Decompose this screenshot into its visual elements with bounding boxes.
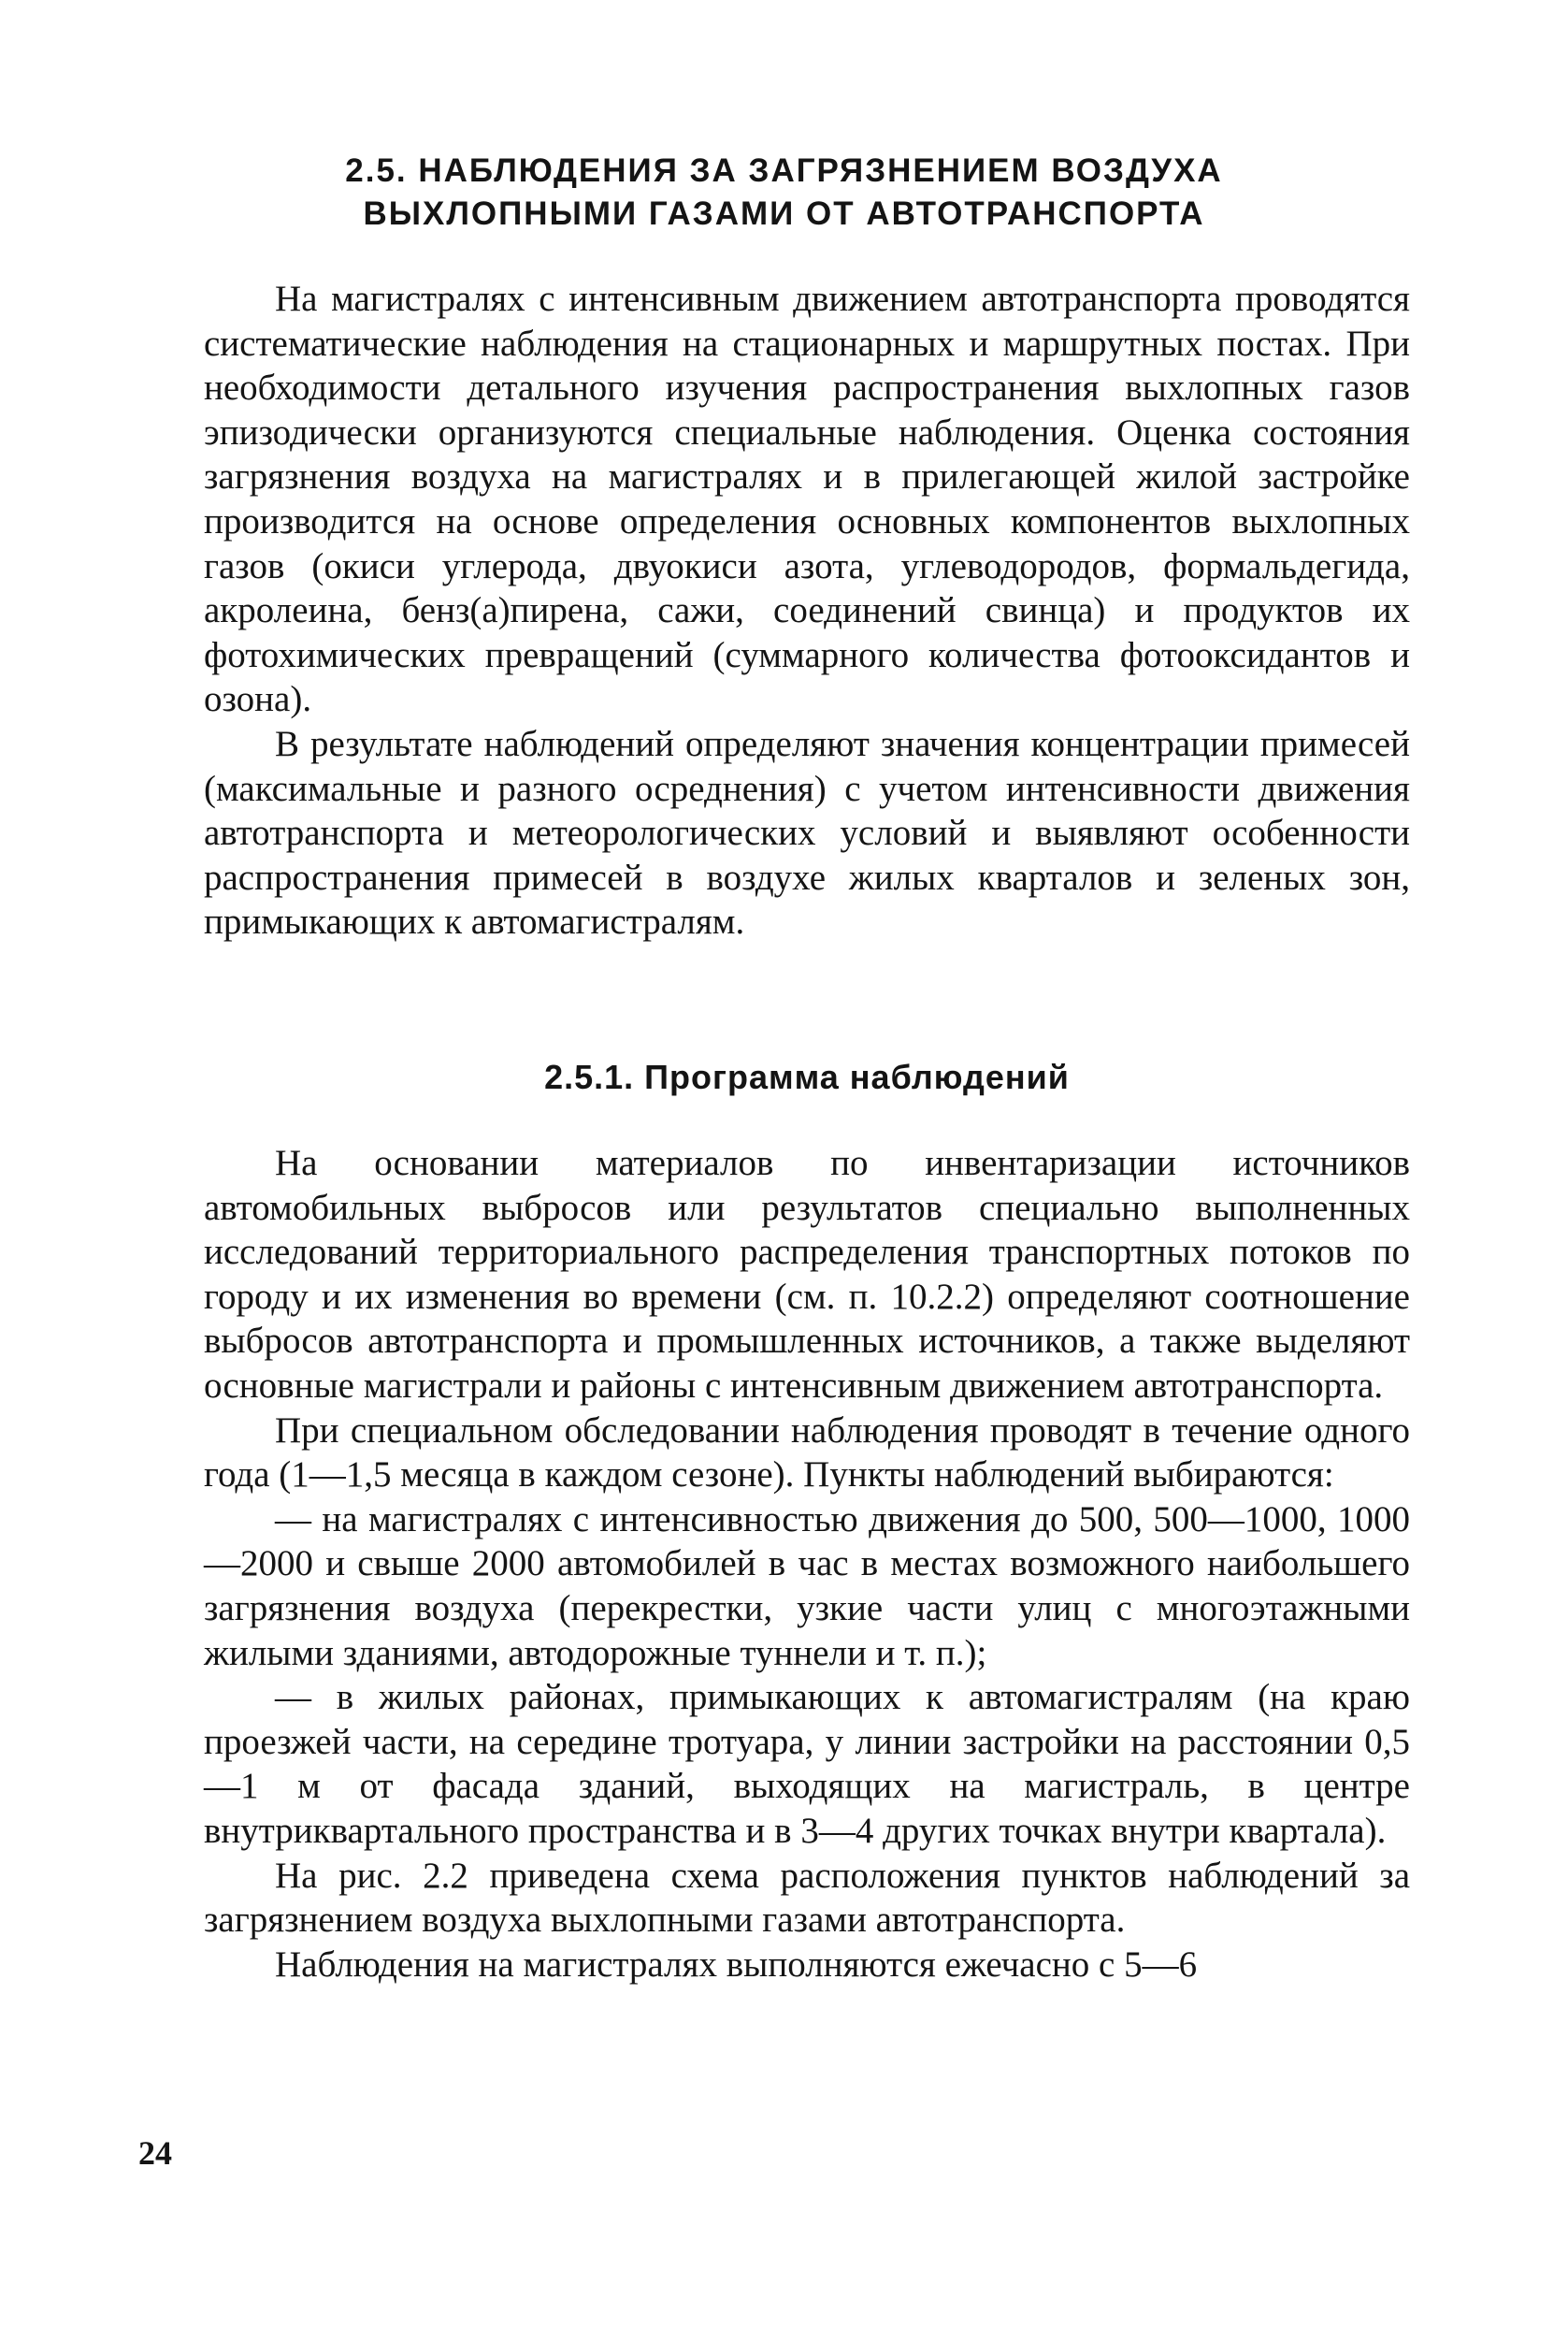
paragraph: В результате наблюдений определяют значения концентрации примесей (максимальные и разного осреднения) с учетом интенсивности движения автотранспорта и метеорологических условий и выявляют особенности распространения примесей в воздухе жилых кварталов и зеленых зон, примыкающих к автомагистралям. — [204, 723, 1410, 943]
page-number: 24 — [138, 2134, 172, 2172]
paragraph: При специальном обследовании наблюдения проводят в течение одного года (1—1,5 месяца в каждом сезоне). Пункты наблюдений выбираются: — [204, 1409, 1410, 1496]
paragraph: На рис. 2.2 приведена схема расположения пунктов наблюдений за загрязнением воздуха выхлопными газами автотранспорта. — [204, 1855, 1410, 1941]
subsection-heading: 2.5.1. Программа наблюдений — [544, 1058, 1070, 1096]
paragraph: На основании материалов по инвентаризации источников автомобильных выбросов или результатов специально выполненных исследований территориального распределения транспортных потоков по городу и их изменения во времени (см. п. 10.2.2) определяют соотношение выбросов автотранспорта и промышленных источников, а также выделяют основные магистрали и районы с интенсивным движением автотранспорта. — [204, 1143, 1410, 1406]
section-body — [204, 277, 1410, 945]
list-item: — в жилых районах, примыкающих к автомагистралям (на краю проезжей части, на середине тротуара, у линии застройки на расстоянии 0,5—1 м от фасада зданий, выходящих на магистраль, в центре внутриквартального пространства и в 3—4 других точках внутри квартала). — [204, 1677, 1410, 1851]
paragraph: Наблюдения на магистралях выполняются ежечасно с 5—6 — [275, 1944, 1198, 1985]
subsection-body — [204, 1141, 1410, 1987]
section-heading-line-2: ВЫХЛОПНЫМИ ГАЗАМИ ОТ АВТОТРАНСПОРТА — [363, 195, 1205, 232]
list-item: — на магистралях с интенсивностью движения до 500, 500—1000, 1000—2000 и свыше 2000 автомобилей в час в местах возможного наибольшего загрязнения воздуха (перекрестки, узкие части улиц с многоэтажными жилыми зданиями, автодорожные туннели и т. п.); — [204, 1498, 1410, 1673]
section-heading — [206, 150, 1362, 236]
section-heading-line-1: 2.5. НАБЛЮДЕНИЯ ЗА ЗАГРЯЗНЕНИЕМ ВОЗДУХА — [345, 152, 1223, 189]
paragraph: На магистралях с интенсивным движением автотранспорта проводятся систематические наблюдения на стационарных и маршрутных постах. При необходимости детального изучения распространения выхлопных газов эпизодически организуются специальные наблюдения. Оценка состояния загрязнения воздуха на магистралях и в прилегающей жилой застройке производится на основе определения основных компонентов выхлопных газов (окиси углерода, двуокиси азота, углеводородов, формальдегида, акролеина, бенз(а)пирена, сажи, соединений свинца) и продуктов их фотохимических превращений (суммарного количества фотооксидантов и озона). — [204, 279, 1410, 720]
